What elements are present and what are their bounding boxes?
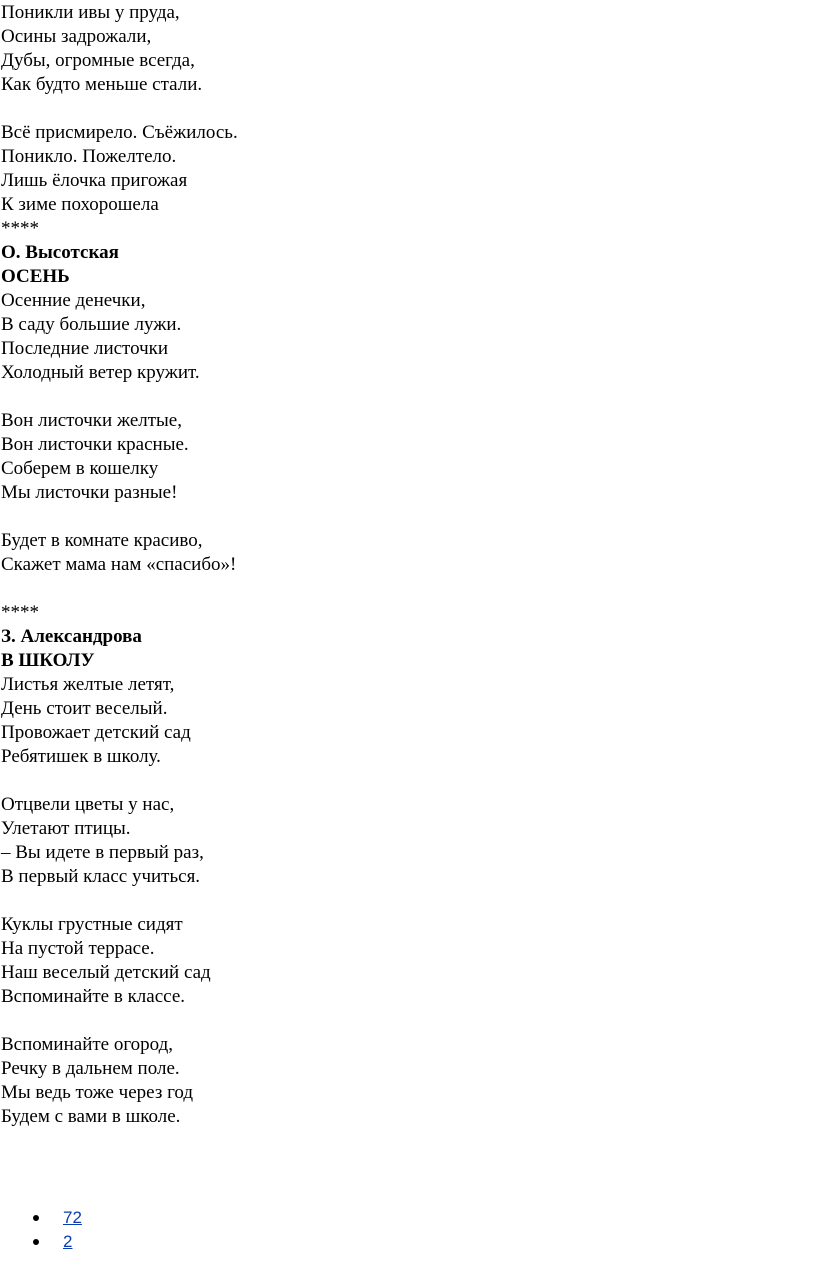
- poem-line: Наш веселый детский сад: [1, 962, 211, 983]
- list-item: [0, 1206, 82, 1230]
- poem-line: Будет в комнате красиво,: [1, 530, 203, 551]
- stanza-gap: [1, 505, 801, 529]
- bullet-icon: [33, 1215, 39, 1221]
- separator: ****: [1, 218, 39, 239]
- poem-line: Соберем в кошелку: [1, 458, 159, 479]
- poem-line: В саду большие лужи.: [1, 314, 182, 335]
- poem-line: Мы ведь тоже через год: [1, 1082, 194, 1103]
- poem-line: Вспоминайте огород,: [1, 1034, 174, 1055]
- stanza-gap: [1, 97, 801, 121]
- poem-line: Отцвели цветы у нас,: [1, 794, 175, 815]
- poem-line: Осенние денечки,: [1, 290, 146, 311]
- list-item: [0, 1230, 82, 1254]
- bullet-icon: [33, 1239, 39, 1245]
- poem-line: Поникли ивы у пруда,: [1, 2, 180, 23]
- poem-line: В первый класс учиться.: [1, 866, 201, 887]
- poem-line: Осины задрожали,: [1, 26, 152, 47]
- separator: ****: [1, 602, 39, 623]
- poem-line: Ребятишек в школу.: [1, 746, 161, 767]
- poem-line: К зиме похорошела: [1, 194, 159, 215]
- poem-line: Вон листочки красные.: [1, 434, 189, 455]
- poem-line: Лишь ёлочка пригожая: [1, 170, 188, 191]
- poem-line: Последние листочки: [1, 338, 169, 359]
- poem-line: Будем с вами в школе.: [1, 1106, 181, 1127]
- poem-line: Мы листочки разные!: [1, 482, 178, 503]
- poem-line: На пустой террасе.: [1, 938, 155, 959]
- stanza-gap: [1, 889, 801, 913]
- poem-line: Как будто меньше стали.: [1, 74, 203, 95]
- poem-line: Вспоминайте в классе.: [1, 986, 186, 1007]
- footer-link[interactable]: 2: [63, 1232, 73, 1251]
- poem-author: О. Высотская: [1, 242, 119, 263]
- document-body: [1, 1, 801, 1129]
- poem-line: Вон листочки желтые,: [1, 410, 182, 431]
- poem-author: З. Александрова: [1, 626, 142, 647]
- poem-line: Всё присмирело. Съёжилось.: [1, 122, 238, 143]
- poem-line: Провожает детский сад: [1, 722, 191, 743]
- stanza-gap: [1, 577, 801, 601]
- poem-line: Дубы, огромные всегда,: [1, 50, 195, 71]
- poem-line: День стоит веселый.: [1, 698, 168, 719]
- stanza-gap: [1, 385, 801, 409]
- poem-line: Речку в дальнем поле.: [1, 1058, 180, 1079]
- stanza-gap: [1, 1009, 801, 1033]
- poem-title: ОСЕНЬ: [1, 266, 70, 287]
- poem-line: Скажет мама нам «спасибо»!: [1, 554, 237, 575]
- poem-title: В ШКОЛУ: [1, 650, 95, 671]
- poem-line: Холодный ветер кружит.: [1, 362, 200, 383]
- poem-line: – Вы идете в первый раз,: [1, 842, 204, 863]
- poem-line: Улетают птицы.: [1, 818, 131, 839]
- poem-line: Листья желтые летят,: [1, 674, 175, 695]
- footer-link[interactable]: 72: [63, 1208, 82, 1227]
- poem-line: Куклы грустные сидят: [1, 914, 183, 935]
- footer-link-list: [0, 1206, 82, 1254]
- poem-line: Поникло. Пожелтело.: [1, 146, 177, 167]
- stanza-gap: [1, 769, 801, 793]
